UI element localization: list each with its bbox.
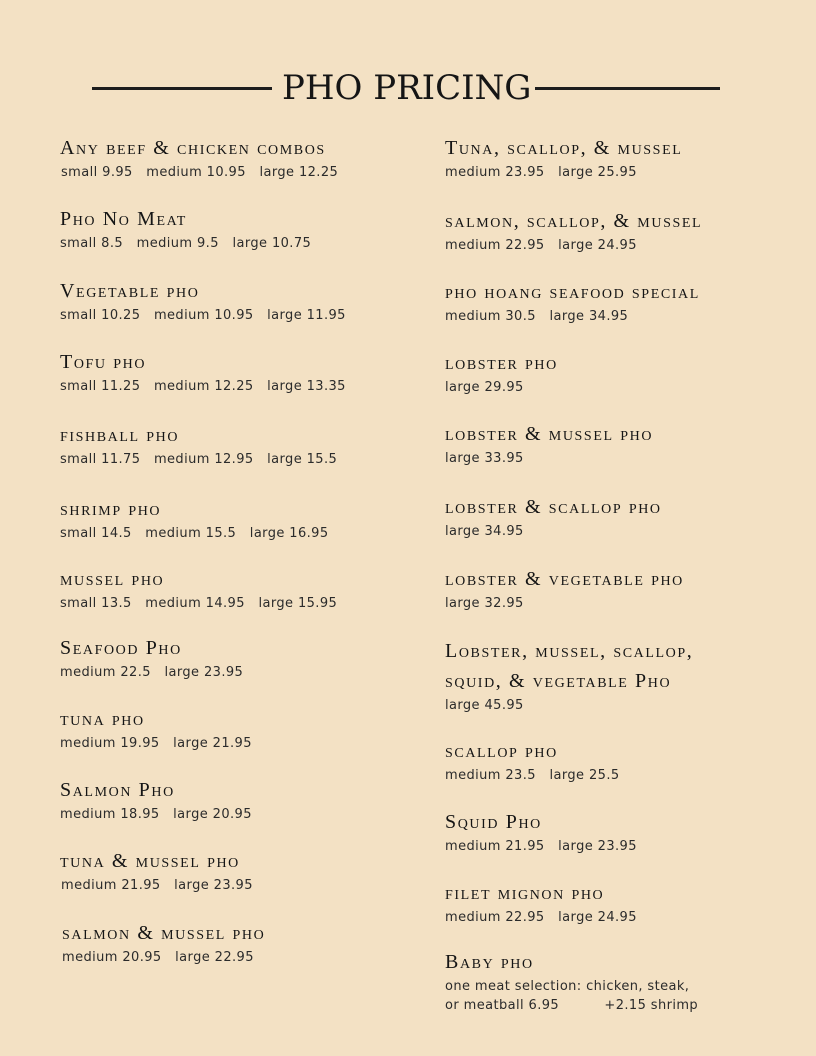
- menu-item: [60, 347, 420, 396]
- menu-item: [445, 564, 785, 613]
- menu-item-name: lobster & mussel pho: [445, 423, 654, 445]
- menu-item-price: large 45.95: [445, 698, 524, 713]
- menu-item: [445, 133, 785, 182]
- menu-item-price-line2: or meatball 6.95 +2.15 shrimp: [445, 998, 699, 1013]
- menu-item-price: small 11.25 medium 12.25 large 13.35: [60, 379, 346, 394]
- menu-item-price: medium 18.95 large 20.95: [60, 807, 252, 822]
- menu-item-name: mussel pho: [60, 568, 165, 590]
- menu-item-name: Lobster, mussel, scallop,: [445, 640, 694, 662]
- header-rule-right: [535, 87, 720, 90]
- menu-item-name: pho hoang seafood special: [445, 281, 700, 303]
- menu-item-price: medium 23.5 large 25.5: [445, 768, 620, 783]
- menu-item-name: salmon & mussel pho: [62, 922, 266, 944]
- menu-item-name: Tofu pho: [60, 351, 147, 373]
- menu-item-name: lobster & vegetable pho: [445, 568, 684, 590]
- menu-item-name: Seafood Pho: [60, 637, 182, 659]
- menu-item: [445, 206, 785, 255]
- menu-item-price: small 10.25 medium 10.95 large 11.95: [60, 308, 346, 323]
- menu-item: [60, 564, 420, 613]
- menu-item-name: Squid Pho: [445, 811, 542, 833]
- menu-item: [445, 878, 785, 927]
- menu-item-price: medium 30.5 large 34.95: [445, 309, 629, 324]
- menu-item-price: small 11.75 medium 12.95 large 15.5: [60, 452, 338, 467]
- menu-item-name: scallop pho: [445, 740, 558, 762]
- menu-item: [445, 492, 785, 541]
- menu-item-price: large 33.95: [445, 451, 524, 466]
- menu-item-name: tuna & mussel pho: [60, 850, 240, 872]
- menu-item: [445, 277, 785, 326]
- menu-item: [60, 420, 420, 469]
- menu-item-price: medium 21.95 large 23.95: [445, 839, 637, 854]
- page-title: PHO PRICING: [282, 68, 532, 108]
- menu-item-price: one meat selection: chicken, steak,: [445, 979, 690, 994]
- menu-item-name: lobster & scallop pho: [445, 496, 662, 518]
- menu-item-name: salmon, scallop, & mussel: [445, 210, 703, 232]
- menu-item-name: fishball pho: [60, 424, 180, 446]
- menu-item: [445, 807, 785, 856]
- menu-item-price: large 29.95: [445, 380, 524, 395]
- menu-item: [60, 133, 420, 182]
- menu-item: [445, 947, 785, 1015]
- menu-item-name: Salmon Pho: [60, 779, 175, 801]
- menu-item-name: filet mignon pho: [445, 882, 605, 904]
- menu-item-price: large 34.95: [445, 524, 524, 539]
- menu-item-name: Pho No Meat: [60, 208, 187, 230]
- menu-item-price: medium 22.5 large 23.95: [60, 665, 244, 680]
- menu-item-name-line2: squid, & vegetable Pho: [445, 670, 672, 692]
- menu-item-price: large 32.95: [445, 596, 524, 611]
- menu-item-price: small 13.5 medium 14.95 large 15.95: [60, 596, 338, 611]
- menu-item-price: medium 21.95 large 23.95: [61, 878, 253, 893]
- menu-item: [60, 775, 420, 824]
- menu-item-price: small 9.95 medium 10.95 large 12.25: [61, 165, 339, 180]
- menu-item: [60, 276, 420, 325]
- menu-header: [92, 66, 720, 110]
- menu-item-price: medium 19.95 large 21.95: [60, 736, 252, 751]
- menu-item: [60, 846, 420, 895]
- menu-item: [445, 419, 785, 468]
- menu-item-price: medium 22.95 large 24.95: [445, 238, 637, 253]
- menu-item: [445, 636, 785, 715]
- menu-item: [445, 736, 785, 785]
- menu-item-price: medium 23.95 large 25.95: [445, 165, 637, 180]
- menu-item: [60, 633, 420, 682]
- menu-item-price: small 14.5 medium 15.5 large 16.95: [60, 526, 329, 541]
- menu-item-name: Vegetable pho: [60, 280, 200, 302]
- menu-item-price: small 8.5 medium 9.5 large 10.75: [60, 236, 312, 251]
- header-rule-left: [92, 87, 272, 90]
- menu-item-name: Any beef & chicken combos: [60, 137, 326, 159]
- menu-item-price: medium 22.95 large 24.95: [445, 910, 637, 925]
- menu-item: [60, 204, 420, 253]
- menu-item-name: shrimp pho: [60, 498, 162, 520]
- menu-item: [445, 348, 785, 397]
- menu-item: [60, 494, 420, 543]
- menu-item-price: medium 20.95 large 22.95: [62, 950, 254, 965]
- menu-item-name: Tuna, scallop, & mussel: [445, 137, 683, 159]
- menu-item-name: lobster pho: [445, 352, 558, 374]
- menu-item-name: tuna pho: [60, 708, 145, 730]
- menu-item: [60, 704, 420, 753]
- menu-item: [62, 918, 422, 967]
- menu-item-name: Baby pho: [445, 951, 534, 973]
